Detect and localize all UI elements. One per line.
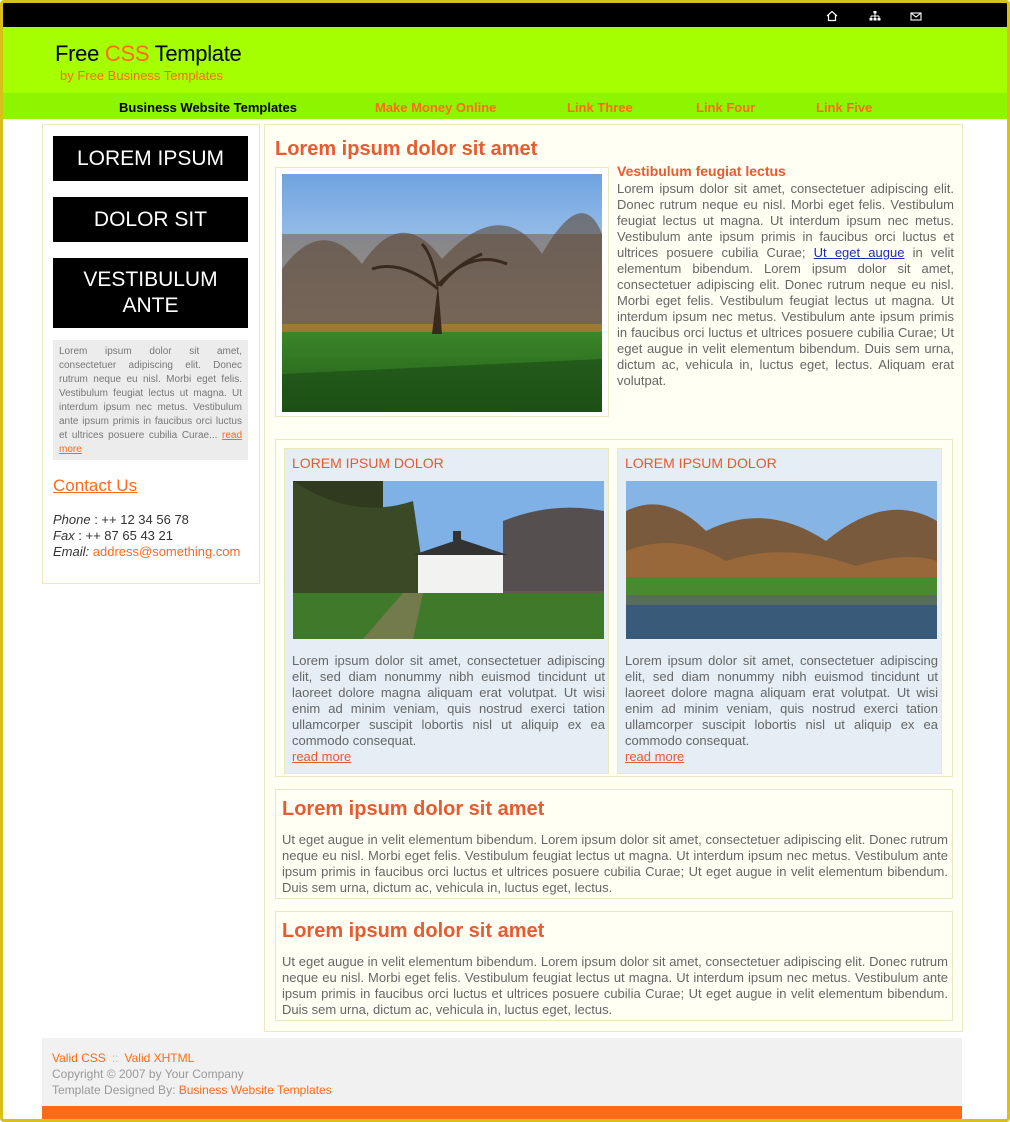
sidebar-read-more-link[interactable]: read more [59, 430, 243, 455]
mail-icon[interactable] [910, 10, 922, 22]
card-read-more-link[interactable]: read more [625, 749, 685, 764]
sidebar-button-vestibulum-ante[interactable]: VESTIBULUM ANTE [53, 258, 248, 328]
nav-link-five[interactable]: Link Five [816, 100, 873, 115]
card-text: Lorem ipsum dolor sit amet, consectetuer adipiscing elit, sed diam nonummy nibh euismod tincidunt ut laoreet dolore magna aliquam erat volutpat. Ut wisi enim ad minim veniam, quis nostrud exerci tation ullamcorper suscipit lobortis nisl ut aliquip ex ea commodo consequat. [625, 653, 938, 748]
site-footer [42, 1038, 962, 1106]
content-section-2 [275, 911, 953, 1021]
card-read-more-link[interactable]: read more [292, 749, 352, 764]
article-text-2: in velit elementum bibendum. Lorem ipsum dolor sit amet, consectetuer adipiscing elit. Donec rutrum neque eu nisl. Morbi eget felis. Vestibulum feugiat lectus ut magna. Ut interdum ipsum nec metus. Vestibulum ante ipsum primis in faucibus orci luctus et ultrices posuere cubilia Curae; Ut eget augue in velit elementum bibendum. Duis sem urna, dictum ac, vehicula in, luctus eget, lectus. Aliquam erat volutpat. [617, 245, 954, 388]
content-section-1 [275, 789, 953, 899]
sidebar-button-dolor-sit[interactable]: DOLOR SIT [53, 197, 248, 242]
section-title: Lorem ipsum dolor sit amet [282, 798, 545, 820]
section-text: Ut eget augue in velit elementum bibendum. Lorem ipsum dolor sit amet, consectetuer adipiscing elit. Donec rutrum neque eu nisl. Morbi eget felis. Vestibulum feugiat lectus ut magna. Ut interdum ipsum nec metus. Vestibulum ante ipsum primis in faucibus orci luctus et ultrices posuere cubilia Curae; Ut eget augue in velit elementum bibendum. Duis sem urna, dictum ac, vehicula in, luctus eget, lectus. [282, 954, 948, 1017]
footer-copyright: Copyright © 2007 by Your Company [52, 1067, 244, 1081]
site-header [3, 27, 1007, 93]
footer-valid-links: Valid CSS :: Valid XHTML [52, 1051, 195, 1065]
nav-make-money-online[interactable]: Make Money Online [375, 100, 497, 115]
main-content [264, 124, 963, 1032]
article-text-1: Lorem ipsum dolor sit amet, consectetuer adipiscing elit. Donec rutrum neque eu nisl. Morbi eget felis. Vestibulum feugiat lectus ut magna. Ut interdum ipsum nec metus. Vestibulum ante ipsum primis in faucibus orci luctus et ultrices posuere cubilia Curae; [617, 181, 954, 260]
card-1 [284, 448, 609, 774]
contact-fax: Fax : ++ 87 65 43 21 [53, 528, 173, 543]
footer-designed-by: Template Designed By: Business Website Templates [52, 1083, 332, 1097]
home-icon[interactable] [826, 10, 838, 22]
sidebar-text: Lorem ipsum dolor sit amet, consectetuer adipiscing elit. Donec rutrum neque eu nisl. Morbi eget felis. Vestibulum feugiat lectus ut magna. Ut interdum ipsum nec metus. Vestibulum ante ipsum primis in faucibus orci luctus et ultrices posuere cubilia Curae... [59, 346, 242, 441]
valid-css-link[interactable]: Valid CSS [52, 1051, 106, 1065]
site-logo-title[interactable]: Free CSS Template [55, 41, 242, 66]
nav-business-website-templates[interactable]: Business Website Templates [119, 100, 297, 115]
manor-house-image [293, 481, 604, 639]
card-2 [617, 448, 942, 774]
sidebar [42, 124, 260, 584]
article-block [617, 163, 954, 389]
cards-container [275, 439, 953, 777]
contact-us-heading[interactable]: Contact Us [53, 476, 138, 495]
contact-email: Email: address@something.com [53, 544, 241, 559]
article-inline-link[interactable]: Ut eget augue [813, 245, 905, 260]
park-tree-image [275, 167, 609, 417]
top-bar [3, 3, 1007, 27]
sidebar-button-lorem-ipsum[interactable]: LOREM IPSUM [53, 136, 248, 181]
section-title: Lorem ipsum dolor sit amet [282, 920, 545, 942]
site-subtitle: by Free Business Templates [60, 68, 224, 83]
nav-link-four[interactable]: Link Four [696, 100, 756, 115]
sitemap-icon[interactable] [869, 10, 881, 22]
lake-park-image [626, 481, 937, 639]
sidebar-text-box [53, 340, 248, 460]
card-text: Lorem ipsum dolor sit amet, consectetuer adipiscing elit, sed diam nonummy nibh euismod tincidunt ut laoreet dolore magna aliquam erat volutpat. Ut wisi enim ad minim veniam, quis nostrud exerci tation ullamcorper suscipit lobortis nisl ut aliquip ex ea commodo consequat. [292, 653, 605, 748]
main-title: Lorem ipsum dolor sit amet [275, 138, 538, 160]
contact-phone: Phone : ++ 12 34 56 78 [53, 512, 189, 527]
section-text: Ut eget augue in velit elementum bibendum. Lorem ipsum dolor sit amet, consectetuer adipiscing elit. Donec rutrum neque eu nisl. Morbi eget felis. Vestibulum feugiat lectus ut magna. Ut interdum ipsum nec metus. Vestibulum ante ipsum primis in faucibus orci luctus et ultrices posuere cubilia Curae; Ut eget augue in velit elementum bibendum. Duis sem urna, dictum ac, vehicula in, luctus eget, lectus. [282, 832, 948, 895]
article-subtitle: Vestibulum feugiat lectus [617, 163, 786, 179]
main-nav [3, 93, 1007, 119]
contact-email-link[interactable]: address@something.com [92, 544, 241, 559]
nav-link-three[interactable]: Link Three [567, 100, 633, 115]
footer-orange-strip [42, 1106, 962, 1119]
card-title: LOREM IPSUM DOLOR [292, 455, 444, 471]
card-title: LOREM IPSUM DOLOR [625, 455, 777, 471]
designed-by-link[interactable]: Business Website Templates [178, 1083, 332, 1097]
valid-xhtml-link[interactable]: Valid XHTML [124, 1051, 195, 1065]
